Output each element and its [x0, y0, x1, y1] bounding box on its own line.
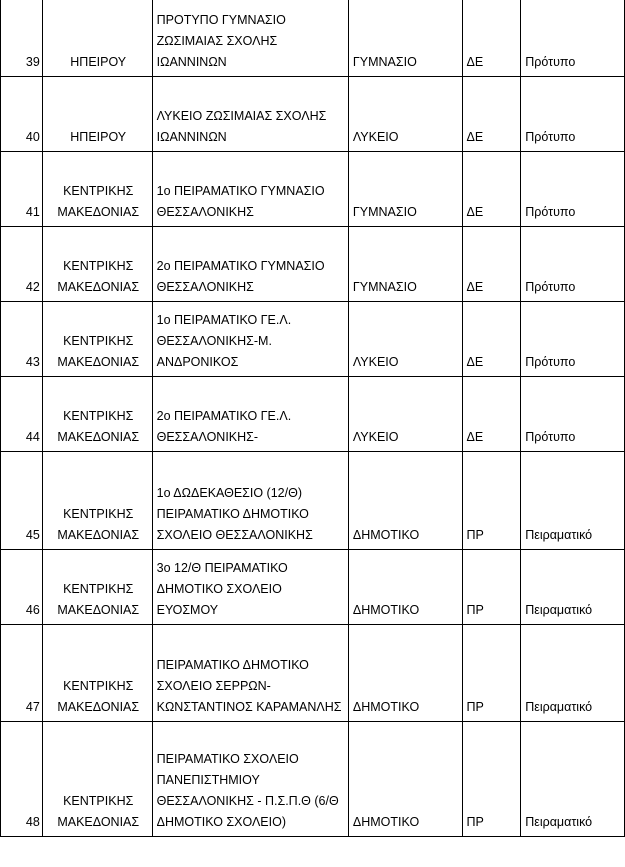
- category-cell: Πειραματικό: [521, 550, 625, 625]
- school-type-cell: ΓΥΜΝΑΣΙΟ: [348, 152, 462, 227]
- school-type-cell: ΓΥΜΝΑΣΙΟ: [348, 227, 462, 302]
- region-cell: ΚΕΝΤΡΙΚΗΣ ΜΑΚΕΔΟΝΙΑΣ: [42, 377, 152, 452]
- category-cell: Πρότυπο: [521, 152, 625, 227]
- school-name-cell: 3ο 12/Θ ΠΕΙΡΑΜΑΤΙΚΟ ΔΗΜΟΤΙΚΟ ΣΧΟΛΕΙΟ ΕΥΟΣΜΟΥ: [152, 550, 348, 625]
- school-name-cell: 2ο ΠΕΙΡΑΜΑΤΙΚΟ ΓΥΜΝΑΣΙΟ ΘΕΣΣΑΛΟΝΙΚΗΣ: [152, 227, 348, 302]
- category-cell: Πρότυπο: [521, 302, 625, 377]
- school-name-cell: 1ο ΠΕΙΡΑΜΑΤΙΚΟ ΓΕ.Λ. ΘΕΣΣΑΛΟΝΙΚΗΣ-Μ. ΑΝΔΡΟΝΙΚΟΣ: [152, 302, 348, 377]
- school-name-cell: 1ο ΔΩΔΕΚΑΘΕΣΙΟ (12/Θ) ΠΕΙΡΑΜΑΤΙΚΟ ΔΗΜΟΤΙΚΟ ΣΧΟΛΕΙΟ ΘΕΣΣΑΛΟΝΙΚΗΣ: [152, 452, 348, 550]
- row-number: 46: [1, 550, 43, 625]
- category-cell: Πρότυπο: [521, 377, 625, 452]
- school-type-cell: ΔΗΜΟΤΙΚΟ: [348, 452, 462, 550]
- table-row: [1, 377, 625, 452]
- education-level-cell: ΔΕ: [462, 77, 521, 152]
- category-cell: Πειραματικό: [521, 625, 625, 722]
- school-type-cell: ΛΥΚΕΙΟ: [348, 77, 462, 152]
- education-level-cell: ΠΡ: [462, 625, 521, 722]
- education-level-cell: ΠΡ: [462, 550, 521, 625]
- school-type-cell: ΛΥΚΕΙΟ: [348, 302, 462, 377]
- education-level-cell: ΔΕ: [462, 227, 521, 302]
- school-name-cell: ΠΕΙΡΑΜΑΤΙΚΟ ΣΧΟΛΕΙΟ ΠΑΝΕΠΙΣΤΗΜΙΟΥ ΘΕΣΣΑΛΟΝΙΚΗΣ - Π.Σ.Π.Θ (6/Θ ΔΗΜΟΤΙΚΟ ΣΧΟΛΕΙΟ): [152, 722, 348, 837]
- region-cell: ΚΕΝΤΡΙΚΗΣ ΜΑΚΕΔΟΝΙΑΣ: [42, 302, 152, 377]
- school-name-cell: ΠΕΙΡΑΜΑΤΙΚΟ ΔΗΜΟΤΙΚΟ ΣΧΟΛΕΙΟ ΣΕΡΡΩΝ- ΚΩΝΣΤΑΝΤΙΝΟΣ ΚΑΡΑΜΑΝΛΗΣ: [152, 625, 348, 722]
- table-row: [1, 152, 625, 227]
- row-number: 47: [1, 625, 43, 722]
- school-type-cell: ΔΗΜΟΤΙΚΟ: [348, 625, 462, 722]
- region-cell: ΗΠΕΙΡΟΥ: [42, 77, 152, 152]
- row-number: 43: [1, 302, 43, 377]
- education-level-cell: ΔΕ: [462, 302, 521, 377]
- education-level-cell: ΔΕ: [462, 0, 521, 77]
- education-level-cell: ΔΕ: [462, 152, 521, 227]
- row-number: 45: [1, 452, 43, 550]
- category-cell: Πρότυπο: [521, 227, 625, 302]
- category-cell: Πρότυπο: [521, 77, 625, 152]
- category-cell: Πειραματικό: [521, 722, 625, 837]
- school-name-cell: ΛΥΚΕΙΟ ΖΩΣΙΜΑΙΑΣ ΣΧΟΛΗΣ ΙΩΑΝΝΙΝΩΝ: [152, 77, 348, 152]
- school-type-cell: ΓΥΜΝΑΣΙΟ: [348, 0, 462, 77]
- region-cell: ΚΕΝΤΡΙΚΗΣ ΜΑΚΕΔΟΝΙΑΣ: [42, 152, 152, 227]
- education-level-cell: ΠΡ: [462, 722, 521, 837]
- row-number: 48: [1, 722, 43, 837]
- table-row: [1, 302, 625, 377]
- table-row: [1, 625, 625, 722]
- table-row: [1, 452, 625, 550]
- school-name-cell: 1ο ΠΕΙΡΑΜΑΤΙΚΟ ΓΥΜΝΑΣΙΟ ΘΕΣΣΑΛΟΝΙΚΗΣ: [152, 152, 348, 227]
- school-type-cell: ΔΗΜΟΤΙΚΟ: [348, 550, 462, 625]
- table-row: [1, 227, 625, 302]
- row-number: 40: [1, 77, 43, 152]
- table-row: [1, 722, 625, 837]
- category-cell: Πειραματικό: [521, 452, 625, 550]
- school-name-cell: ΠΡΟΤΥΠΟ ΓΥΜΝΑΣΙΟ ΖΩΣΙΜΑΙΑΣ ΣΧΟΛΗΣ ΙΩΑΝΝΙΝΩΝ: [152, 0, 348, 77]
- school-type-cell: ΛΥΚΕΙΟ: [348, 377, 462, 452]
- school-name-cell: 2ο ΠΕΙΡΑΜΑΤΙΚΟ ΓΕ.Λ. ΘΕΣΣΑΛΟΝΙΚΗΣ-: [152, 377, 348, 452]
- table-row: [1, 550, 625, 625]
- row-number: 39: [1, 0, 43, 77]
- education-level-cell: ΠΡ: [462, 452, 521, 550]
- row-number: 42: [1, 227, 43, 302]
- row-number: 41: [1, 152, 43, 227]
- region-cell: ΚΕΝΤΡΙΚΗΣ ΜΑΚΕΔΟΝΙΑΣ: [42, 722, 152, 837]
- education-level-cell: ΔΕ: [462, 377, 521, 452]
- row-number: 44: [1, 377, 43, 452]
- table-row: [1, 77, 625, 152]
- school-type-cell: ΔΗΜΟΤΙΚΟ: [348, 722, 462, 837]
- category-cell: Πρότυπο: [521, 0, 625, 77]
- region-cell: ΚΕΝΤΡΙΚΗΣ ΜΑΚΕΔΟΝΙΑΣ: [42, 452, 152, 550]
- region-cell: ΚΕΝΤΡΙΚΗΣ ΜΑΚΕΔΟΝΙΑΣ: [42, 550, 152, 625]
- region-cell: ΚΕΝΤΡΙΚΗΣ ΜΑΚΕΔΟΝΙΑΣ: [42, 227, 152, 302]
- region-cell: ΚΕΝΤΡΙΚΗΣ ΜΑΚΕΔΟΝΙΑΣ: [42, 625, 152, 722]
- region-cell: ΗΠΕΙΡΟΥ: [42, 0, 152, 77]
- table-row: [1, 0, 625, 77]
